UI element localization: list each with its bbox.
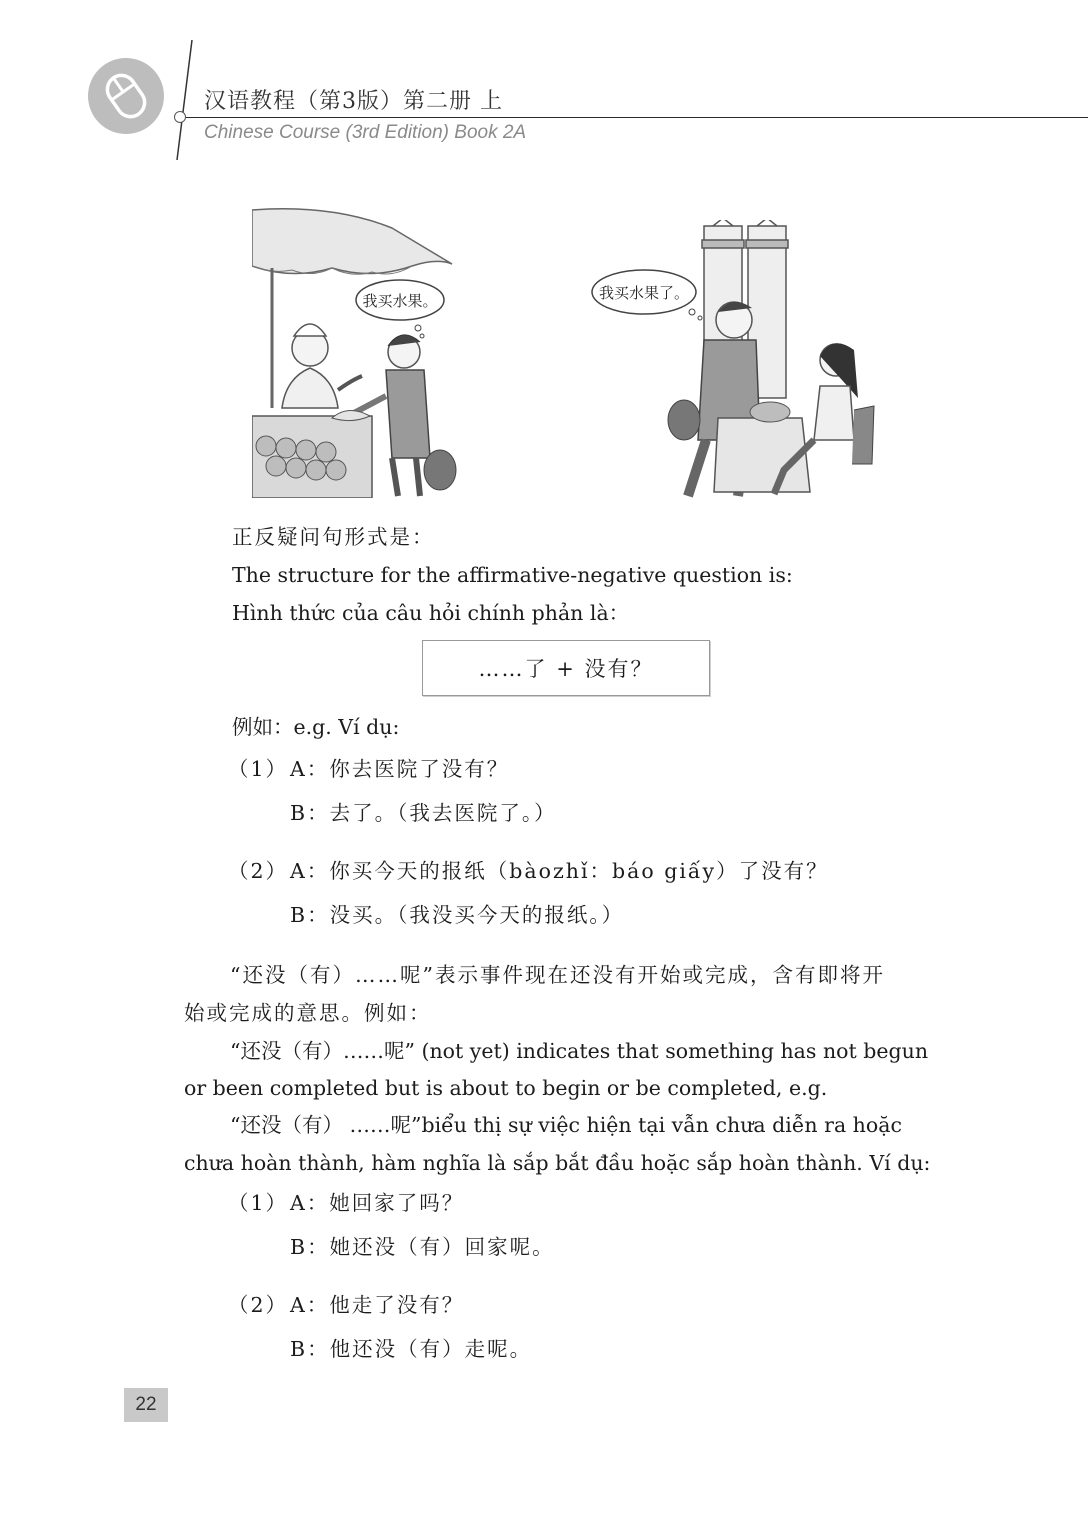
explanation-chinese-line-1: “还没（有）……呢”表示事件现在还没有开始或完成，含有即将开 xyxy=(230,963,885,987)
header-title-chinese: 汉语教程（第3版）第二册 上 xyxy=(204,89,503,114)
explanation-vietnamese-line-1: “还没（有） ……呢”biểu thị sự việc hiện tại vẫn chưa diễn ra hoặc xyxy=(230,1113,902,1137)
example-4-line-a: A：他走了没有？ xyxy=(290,1293,465,1317)
examples-label: 例如：e.g. Ví dụ: xyxy=(232,715,400,739)
explanation-english-line-2: or been completed but is about to begin or be completed, e.g. xyxy=(184,1076,828,1100)
example-2-number: （2） xyxy=(228,859,289,883)
mouse-icon xyxy=(88,58,164,134)
header-rule xyxy=(184,117,1088,118)
example-4-number: （2） xyxy=(228,1293,289,1317)
bubble-text-left: 我买水果。 xyxy=(362,292,438,310)
page-number: 22 xyxy=(124,1388,168,1422)
header-logo xyxy=(88,58,164,134)
explanation-english-line-1: “还没（有）……呢” (not yet) indicates that something has not begun xyxy=(230,1039,929,1063)
intro-vietnamese: Hình thức của câu hỏi chính phản là： xyxy=(232,601,630,625)
explanation-chinese-line-2: 始或完成的意思。例如： xyxy=(184,1001,432,1025)
example-2-line-b: B：没买。（我没买今天的报纸。） xyxy=(290,903,625,927)
formula-box: ……了 + 没有？ xyxy=(422,640,710,696)
example-3-line-a: A：她回家了吗？ xyxy=(290,1191,465,1215)
header-rule-marker xyxy=(174,111,186,123)
explanation-vietnamese-line-2: chưa hoàn thành, hàm nghĩa là sắp bắt đầu hoặc sắp hoàn thành. Ví dụ: xyxy=(184,1151,931,1175)
intro-chinese: 正反疑问句形式是： xyxy=(232,525,435,549)
example-2-line-a: A：你买今天的报纸（bàozhǐ：báo giấy）了没有？ xyxy=(290,859,829,883)
illustration-tea-table xyxy=(588,220,878,498)
header-title-english: Chinese Course (3rd Edition) Book 2A xyxy=(204,122,527,143)
example-4-line-b: B：他还没（有）走呢。 xyxy=(290,1337,533,1361)
example-1-line-a: A：你去医院了没有？ xyxy=(290,757,510,781)
intro-english: The structure for the affirmative-negative question is: xyxy=(232,563,793,587)
bubble-text-right: 我买水果了。 xyxy=(598,284,690,302)
example-1-number: （1） xyxy=(228,757,289,781)
example-1-line-b: B：去了。（我去医院了。） xyxy=(290,801,557,825)
example-3-number: （1） xyxy=(228,1191,289,1215)
illustration-fruit-stall xyxy=(252,208,462,498)
header-divider-line xyxy=(168,40,208,160)
example-3-line-b: B：她还没（有）回家呢。 xyxy=(290,1235,555,1259)
